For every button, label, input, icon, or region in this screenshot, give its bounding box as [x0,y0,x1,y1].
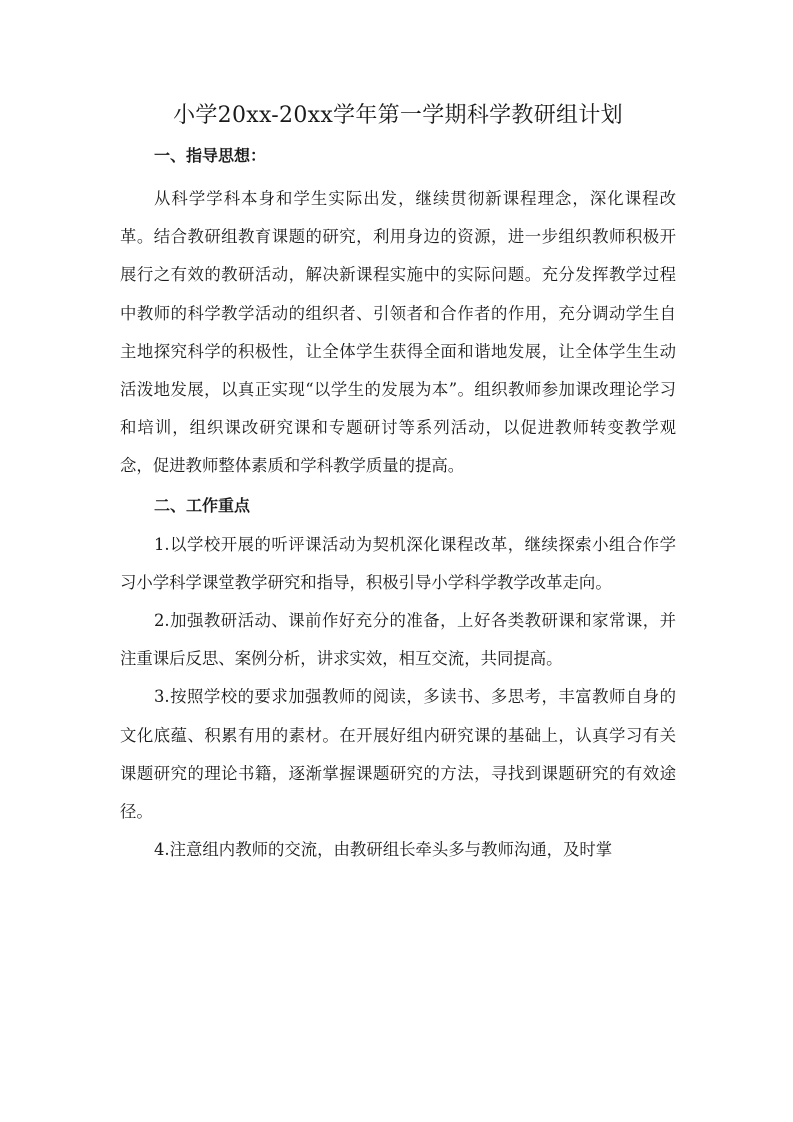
document-title: 小学20xx-20xx学年第一学期科学教研组计划 [173,103,623,128]
paragraph-guiding-ideology: 从科学学科本身和学生实际出发，继续贯彻新课程理念，深化课程改革。结合教研组教育课题的研究，利用身边的资源，进一步组织教师积极开展行之有效的教研活动，解决新课程实施中的实际问题。充分发挥教学过程中教师的科学教学活动的组织者、引领者和合作者的作用，充分调动学生自主地探究科学的积极性，让全体学生获得全面和谐地发展，让全体学生生动活泼地发展，以真正实现“以学生的发展为本”。组织教师参加课改理论学习和培训，组织课改研究课和专题研讨等系列活动，以促进教师转变教学观念，促进教师整体素质和学科教学质量的提高。 [120,189,676,476]
paragraph-work-focus-1: 1.以学校开展的听评课活动为契机深化课程改革，继续探索小组合作学习小学科学课堂教学研究和指导，积极引导小学科学教学改革走向。 [120,534,676,592]
paragraph-work-focus-3: 3.按照学校的要求加强教师的阅读，多读书、多思考，丰富教师自身的文化底蕴、积累有用的素材。在开展好组内研究课的基础上，认真学习有关课题研究的理论书籍，逐渐掌握课题研究的方法，寻找到课题研究的有效途径。 [120,687,676,822]
document-body [120,96,676,869]
section-heading-work-focus: 二、工作重点 [154,495,251,515]
paragraph-work-focus-4: 4.注意组内教师的交流，由教研组长牵头多与教师沟通，及时掌 [154,840,613,860]
section-heading-guiding-ideology: 一、指导思想： [154,146,267,165]
paragraph-work-focus-2: 2.加强教研活动、课前作好充分的准备，上好各类教研课和家常课，并注重课后反思、案例分析，讲求实效，相互交流，共同提高。 [120,611,676,669]
